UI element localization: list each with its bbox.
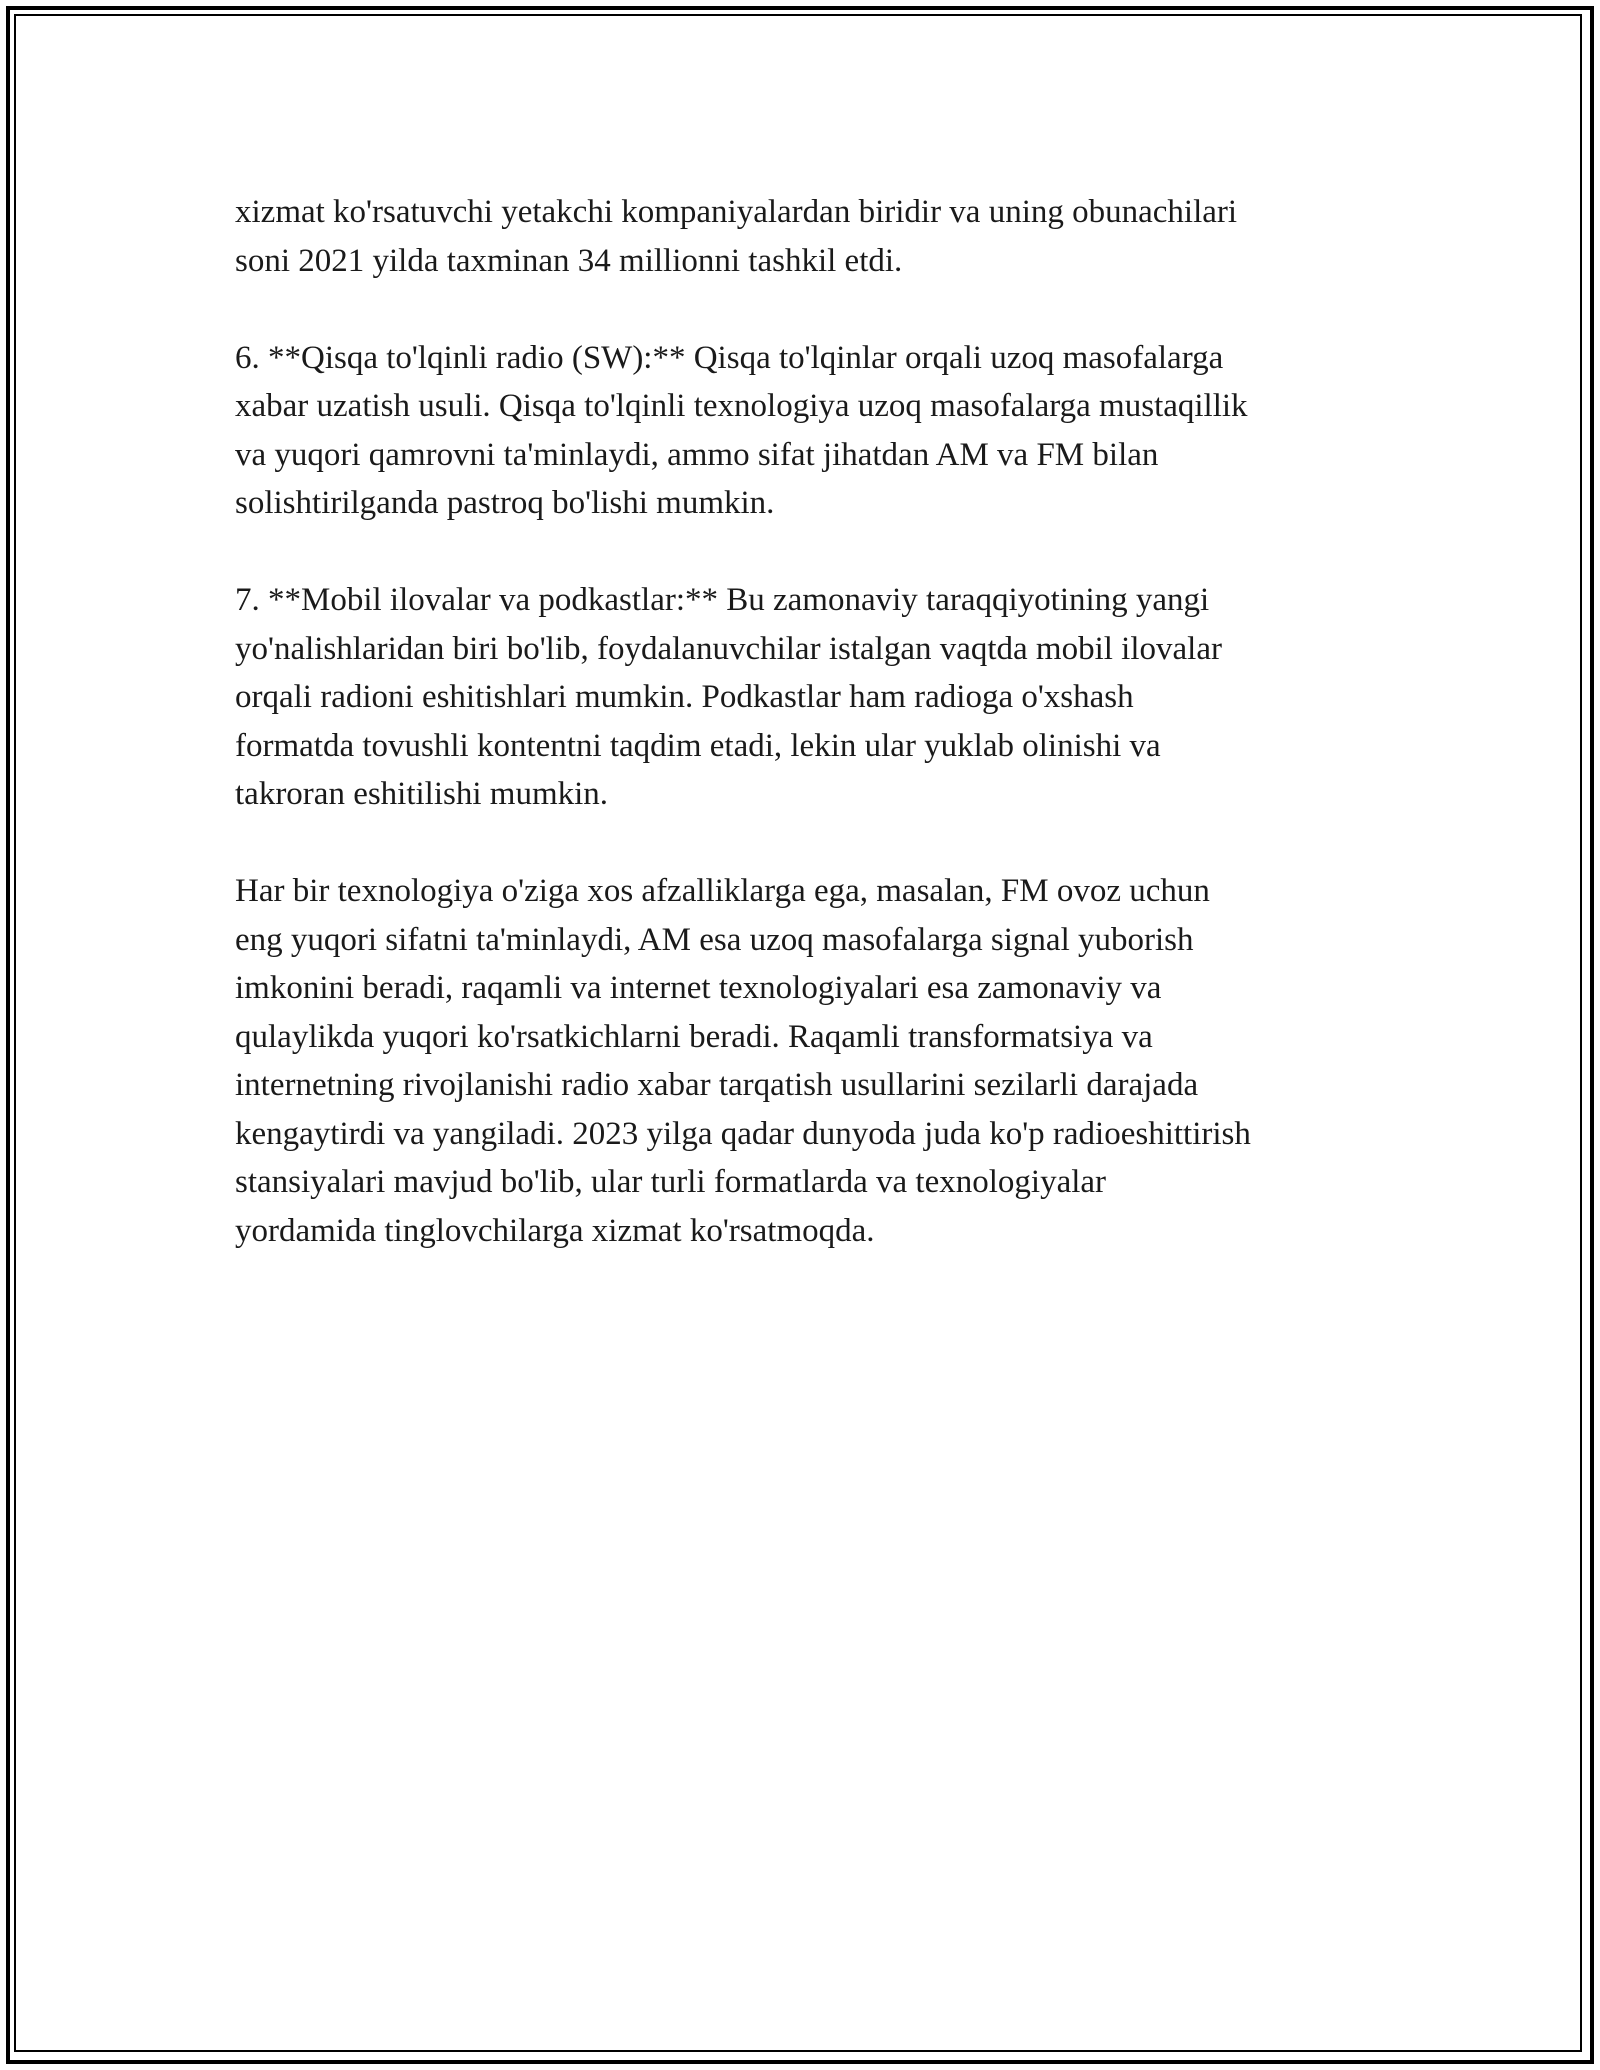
text-line: 6. **Qisqa to'lqinli radio (SW):** Qisqa to'lqinlar orqali uzoq masofalarga: [235, 339, 1224, 376]
paragraph-continuation: [235, 188, 1385, 285]
paragraph-mobile-podcasts: [235, 576, 1385, 819]
paragraph-conclusion: [235, 867, 1385, 1255]
text-line: xabar uzatish usuli. Qisqa to'lqinli texnologiya uzoq masofalarga mustaqillik: [235, 388, 1248, 424]
text-line: 7. **Mobil ilovalar va podkastlar:** Bu zamonaviy taraqqiyotining yangi: [235, 582, 1210, 618]
text-line: Har bir texnologiya o'ziga xos afzalliklarga ega, masalan, FM ovoz uchun: [235, 873, 1210, 909]
text-line: kengaytirdi va yangiladi. 2023 yilga qadar dunyoda juda ko'p radioeshittirish: [235, 1115, 1251, 1152]
text-line: xizmat ko'rsatuvchi yetakchi kompaniyalardan biridir va uning obunachilari: [235, 194, 1238, 230]
text-line: imkonini beradi, raqamli va internet texnologiyalari esa zamonaviy va: [235, 970, 1162, 1006]
text-line: soni 2021 yilda taxminan 34 millionni tashkil etdi.: [235, 242, 903, 279]
text-line: yordamida tinglovchilarga xizmat ko'rsatmoqda.: [235, 1212, 875, 1249]
text-line: yo'nalishlaridan biri bo'lib, foydalanuvchilar istalgan vaqtda mobil ilovalar: [235, 630, 1222, 667]
text-line: solishtirilganda pastroq bo'lishi mumkin.: [235, 485, 775, 521]
text-line: orqali radioni eshitishlari mumkin. Podkastlar ham radioga o'xshash: [235, 679, 1134, 715]
text-line: va yuqori qamrovni ta'minlaydi, ammo sifat jihatdan AM va FM bilan: [235, 436, 1159, 473]
text-line: stansiyalari mavjud bo'lib, ular turli formatlarda va texnologiyalar: [235, 1164, 1107, 1200]
text-line: formatda tovushli kontentni taqdim etadi, lekin ular yuklab olinishi va: [235, 727, 1161, 764]
text-line: takroran eshitilishi mumkin.: [235, 776, 609, 812]
paragraph-shortwave-radio: [235, 334, 1385, 528]
text-line: qulaylikda yuqori ko'rsatkichlarni beradi. Raqamli transformatsiya va: [235, 1018, 1153, 1055]
document-body: [235, 188, 1385, 1304]
text-line: internetning rivojlanishi radio xabar tarqatish usullarini sezilarli darajada: [235, 1067, 1199, 1103]
text-line: eng yuqori sifatni ta'minlaydi, AM esa uzoq masofalarga signal yuborish: [235, 921, 1194, 958]
